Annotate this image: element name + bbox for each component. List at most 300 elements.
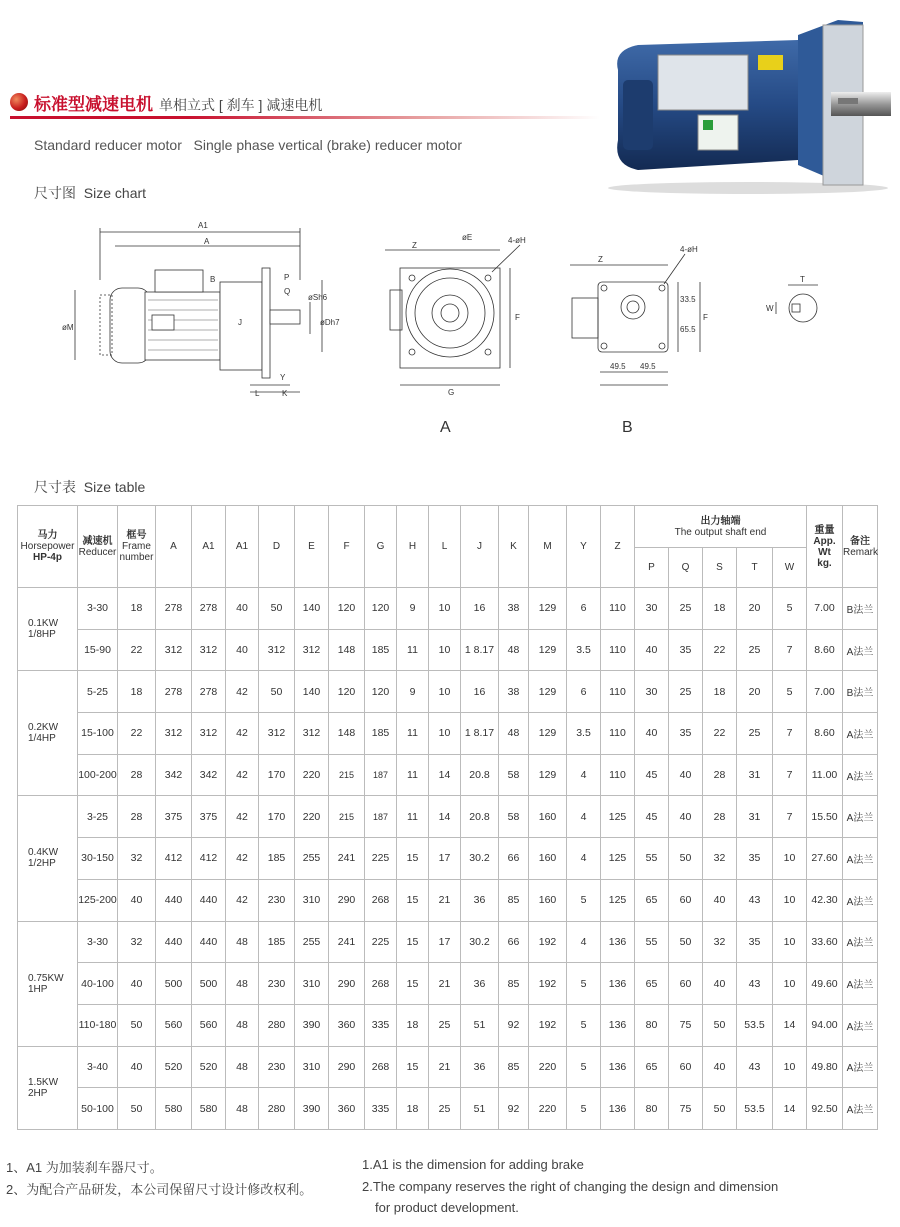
table-cell: 15 [397, 879, 429, 921]
table-cell: 9 [397, 588, 429, 630]
note-en-3: for product development. [375, 1200, 519, 1215]
table-cell: 27.60 [807, 838, 843, 880]
header-reducer: 减速机 Reducer [78, 506, 118, 588]
table-cell: 268 [365, 963, 397, 1005]
table-cell: 110 [601, 754, 635, 796]
table-cell: 120 [365, 588, 397, 630]
dim-label-e: øE [462, 233, 473, 242]
dim-label-49-5-a: 49.5 [610, 362, 626, 371]
table-cell: 140 [295, 671, 329, 713]
table-cell: 11 [397, 754, 429, 796]
table-cell: 255 [295, 838, 329, 880]
header-col-q: Q [669, 548, 703, 588]
table-cell: 335 [365, 1004, 397, 1046]
table-cell: 40 [226, 588, 259, 630]
header-col-y: Y [567, 506, 601, 588]
size-chart-label: 尺寸图 Size chart [34, 185, 147, 201]
table-cell: 11 [397, 796, 429, 838]
table-cell: 50 [703, 1004, 737, 1046]
hp-label: 1HP [28, 983, 48, 995]
table-cell: 38 [499, 671, 529, 713]
table-cell: 278 [192, 588, 226, 630]
table-cell: 5 [567, 1088, 601, 1130]
note-cn-1: 1、A1 为加装刹车器尺寸。 [6, 1160, 163, 1175]
table-cell: 312 [295, 629, 329, 671]
table-cell: 160 [529, 879, 567, 921]
table-cell: 375 [156, 796, 192, 838]
table-cell: B法兰 [843, 671, 878, 713]
table-cell: 7.00 [807, 671, 843, 713]
table-cell: 40 [703, 963, 737, 1005]
table-cell: 4 [567, 921, 601, 963]
dim-label-k: K [282, 389, 288, 398]
table-cell: 185 [259, 921, 295, 963]
table-cell: 160 [529, 838, 567, 880]
table-cell: 50 [669, 921, 703, 963]
table-cell: 110 [601, 588, 635, 630]
table-cell: 60 [669, 963, 703, 1005]
table-cell: 136 [601, 1046, 635, 1088]
dim-label-s: øSh6 [308, 293, 328, 302]
table-cell: 14 [773, 1004, 807, 1046]
table-cell: 440 [156, 921, 192, 963]
header-col-z: Z [601, 506, 635, 588]
table-cell: 7 [773, 713, 807, 755]
table-cell: 3-30 [78, 921, 118, 963]
table-cell: 310 [295, 963, 329, 1005]
table-cell: 241 [329, 838, 365, 880]
table-cell: 1 8.17 [461, 713, 499, 755]
table-cell: 290 [329, 879, 365, 921]
table-cell: 5 [773, 671, 807, 713]
table-cell: 230 [259, 963, 295, 1005]
header-col-h: H [397, 506, 429, 588]
hp-label: 1/8HP [28, 629, 56, 641]
table-cell: 40 [703, 879, 737, 921]
table-cell: 278 [192, 671, 226, 713]
table-cell: 148 [329, 629, 365, 671]
table-cell: 50-100 [78, 1088, 118, 1130]
table-cell: 43 [737, 879, 773, 921]
table-cell: A法兰 [843, 1004, 878, 1046]
table-cell: 50 [118, 1004, 156, 1046]
table-row [18, 629, 878, 671]
table-cell: 25 [669, 671, 703, 713]
table-cell: 3.5 [567, 713, 601, 755]
table-cell: 50 [703, 1088, 737, 1130]
table-cell: 42.30 [807, 879, 843, 921]
dim-label-y: Y [280, 373, 286, 382]
table-row [18, 879, 878, 921]
table-cell: 129 [529, 588, 567, 630]
table-cell: 20.8 [461, 796, 499, 838]
table-cell: B法兰 [843, 588, 878, 630]
table-cell: 215 [329, 796, 365, 838]
table-cell: 50 [669, 838, 703, 880]
table-cell: 38 [499, 588, 529, 630]
table-cell: 342 [192, 754, 226, 796]
table-cell: 28 [118, 796, 156, 838]
table-cell: 36 [461, 963, 499, 1005]
table-cell: 312 [259, 629, 295, 671]
table-cell: A法兰 [843, 963, 878, 1005]
dim-label-m: øM [62, 323, 74, 332]
table-cell: 110 [601, 671, 635, 713]
table-cell: 22 [118, 713, 156, 755]
table-cell: 268 [365, 879, 397, 921]
table-cell: A法兰 [843, 838, 878, 880]
table-row [18, 1004, 878, 1046]
table-cell: 5 [567, 879, 601, 921]
table-cell: 18 [703, 588, 737, 630]
header-col-j: J [461, 506, 499, 588]
table-cell: 440 [192, 921, 226, 963]
title-divider [10, 116, 600, 119]
header-output-shaft: 出力轴端 The output shaft end [635, 506, 807, 548]
table-cell: A法兰 [843, 1088, 878, 1130]
hp-cell [18, 796, 78, 921]
dim-label-p: P [284, 273, 290, 282]
table-cell: 35 [669, 629, 703, 671]
table-cell: 80 [635, 1088, 669, 1130]
table-cell: 48 [226, 1046, 259, 1088]
hp-label: 0.75KW [28, 972, 64, 984]
table-cell: 5-25 [78, 671, 118, 713]
dim-label-z: Z [412, 241, 417, 250]
table-cell: 14 [429, 796, 461, 838]
table-cell: 110 [601, 629, 635, 671]
header-col-t: T [737, 548, 773, 588]
table-cell: 440 [192, 879, 226, 921]
table-cell: 268 [365, 1046, 397, 1088]
table-cell: A法兰 [843, 1046, 878, 1088]
table-cell: 6 [567, 588, 601, 630]
table-cell: 342 [156, 754, 192, 796]
table-cell: 18 [703, 671, 737, 713]
table-cell: 187 [365, 754, 397, 796]
table-cell: 28 [703, 754, 737, 796]
table-cell: 16 [461, 588, 499, 630]
table-row [18, 754, 878, 796]
table-cell: 15 [397, 921, 429, 963]
header-col-l: L [429, 506, 461, 588]
table-cell: 390 [295, 1088, 329, 1130]
table-cell: 25 [737, 713, 773, 755]
table-cell: 30.2 [461, 921, 499, 963]
table-cell: 225 [365, 921, 397, 963]
table-cell: 255 [295, 921, 329, 963]
table-cell: 241 [329, 921, 365, 963]
table-cell: 65 [635, 1046, 669, 1088]
table-cell: 40-100 [78, 963, 118, 1005]
table-cell: 40 [669, 754, 703, 796]
table-cell: 140 [295, 588, 329, 630]
table-cell: 25 [737, 629, 773, 671]
table-row [18, 838, 878, 880]
table-cell: 185 [259, 838, 295, 880]
table-cell: 32 [118, 921, 156, 963]
table-cell: 40 [118, 1046, 156, 1088]
table-cell: 390 [295, 1004, 329, 1046]
table-cell: 120 [329, 671, 365, 713]
table-cell: 280 [259, 1004, 295, 1046]
table-cell: 45 [635, 796, 669, 838]
header-remark: 备注 Remark [843, 506, 878, 588]
table-cell: 55 [635, 838, 669, 880]
table-row [18, 713, 878, 755]
table-cell: 51 [461, 1004, 499, 1046]
dim-label-b: B [210, 275, 216, 284]
table-cell: 560 [192, 1004, 226, 1046]
table-cell: 85 [499, 963, 529, 1005]
table-cell: 20 [737, 671, 773, 713]
table-cell: 8.60 [807, 629, 843, 671]
hp-label: 2HP [28, 1087, 48, 1099]
table-cell: 35 [669, 713, 703, 755]
table-cell: 10 [429, 671, 461, 713]
table-cell: 110-180 [78, 1004, 118, 1046]
table-cell: 520 [156, 1046, 192, 1088]
table-cell: 65 [635, 879, 669, 921]
table-cell: 35 [737, 838, 773, 880]
hp-cell [18, 1046, 78, 1129]
table-cell: 192 [529, 921, 567, 963]
table-cell: 15 [397, 1046, 429, 1088]
table-cell: 290 [329, 963, 365, 1005]
table-row [18, 921, 878, 963]
table-cell: 125 [601, 838, 635, 880]
dim-label-h-b: 4-øH [680, 245, 698, 254]
spec-table [17, 505, 879, 1130]
table-cell: A法兰 [843, 713, 878, 755]
header-col-k: K [499, 506, 529, 588]
table-cell: 220 [529, 1088, 567, 1130]
table-cell: 4 [567, 796, 601, 838]
table-cell: 278 [156, 588, 192, 630]
table-cell: 187 [365, 796, 397, 838]
table-cell: 280 [259, 1088, 295, 1130]
table-cell: 42 [226, 754, 259, 796]
table-cell: 42 [226, 671, 259, 713]
table-cell: 11.00 [807, 754, 843, 796]
table-cell: A法兰 [843, 921, 878, 963]
table-cell: 17 [429, 838, 461, 880]
table-cell: 312 [192, 629, 226, 671]
table-cell: 129 [529, 713, 567, 755]
table-cell: 92 [499, 1088, 529, 1130]
title-bullet-icon [10, 93, 28, 111]
table-cell: 10 [773, 838, 807, 880]
table-cell: 42 [226, 796, 259, 838]
table-cell: 36 [461, 879, 499, 921]
table-cell: 43 [737, 1046, 773, 1088]
dim-label-g: G [448, 388, 455, 397]
table-cell: 100-200 [78, 754, 118, 796]
header-col-a1-2: A1 [226, 506, 259, 588]
dim-label-a: A [204, 237, 210, 246]
table-cell: 129 [529, 629, 567, 671]
hp-label: 1.5KW [28, 1076, 59, 1088]
table-cell: 31 [737, 796, 773, 838]
table-cell: 412 [192, 838, 226, 880]
table-cell: 15 [397, 838, 429, 880]
table-cell: 60 [669, 1046, 703, 1088]
table-cell: 125-200 [78, 879, 118, 921]
table-cell: 3-30 [78, 588, 118, 630]
table-cell: 14 [429, 754, 461, 796]
table-cell: 30 [635, 671, 669, 713]
table-cell: A法兰 [843, 754, 878, 796]
table-cell: 58 [499, 796, 529, 838]
table-cell: 15-90 [78, 629, 118, 671]
table-cell: 53.5 [737, 1088, 773, 1130]
table-cell: 1 8.17 [461, 629, 499, 671]
table-cell: 50 [259, 588, 295, 630]
table-cell: 5 [773, 588, 807, 630]
table-cell: 15 [397, 963, 429, 1005]
table-cell: 30 [635, 588, 669, 630]
size-table-label: 尺寸表 Size table [34, 479, 146, 495]
table-cell: 50 [259, 671, 295, 713]
table-cell: 312 [192, 713, 226, 755]
table-cell: 16 [461, 671, 499, 713]
view-label-b: B [622, 419, 633, 436]
dim-label-65-5: 65.5 [680, 325, 696, 334]
table-cell: 10 [429, 713, 461, 755]
table-cell: 75 [669, 1004, 703, 1046]
table-cell: 10 [429, 629, 461, 671]
table-cell: 5 [567, 1046, 601, 1088]
table-cell: 3-40 [78, 1046, 118, 1088]
table-cell: 136 [601, 921, 635, 963]
table-cell: 8.60 [807, 713, 843, 755]
table-cell: 31 [737, 754, 773, 796]
table-cell: 22 [118, 629, 156, 671]
table-cell: 160 [529, 796, 567, 838]
table-cell: 185 [365, 713, 397, 755]
hp-label: 1/2HP [28, 858, 56, 870]
table-cell: 312 [156, 713, 192, 755]
table-cell: 185 [365, 629, 397, 671]
table-cell: 10 [429, 588, 461, 630]
header-col-d: D [259, 506, 295, 588]
table-cell: 5 [567, 963, 601, 1005]
hp-cell [18, 921, 78, 1046]
table-cell: 32 [118, 838, 156, 880]
table-cell: 15.50 [807, 796, 843, 838]
table-cell: 170 [259, 754, 295, 796]
table-cell: 4 [567, 754, 601, 796]
table-cell: 33.60 [807, 921, 843, 963]
table-cell: 40 [635, 713, 669, 755]
table-cell: 35 [737, 921, 773, 963]
table-cell: 30-150 [78, 838, 118, 880]
table-cell: 230 [259, 879, 295, 921]
table-cell: 66 [499, 838, 529, 880]
hp-label: 1/4HP [28, 733, 56, 745]
table-cell: 21 [429, 879, 461, 921]
hp-label: 0.4KW [28, 847, 59, 859]
header-col-a: A [156, 506, 192, 588]
table-cell: 85 [499, 1046, 529, 1088]
header-frame: 框号 Frame number [118, 506, 156, 588]
dim-label-l: L [255, 389, 260, 398]
table-cell: 220 [529, 1046, 567, 1088]
table-cell: 335 [365, 1088, 397, 1130]
table-cell: 125 [601, 796, 635, 838]
table-cell: 30.2 [461, 838, 499, 880]
dim-label-h: 4-øH [508, 236, 526, 245]
table-cell: 7 [773, 629, 807, 671]
table-cell: 7.00 [807, 588, 843, 630]
table-cell: 360 [329, 1004, 365, 1046]
table-cell: 40 [669, 796, 703, 838]
dim-label-d: øDh7 [320, 318, 340, 327]
table-cell: 10 [773, 963, 807, 1005]
table-cell: 580 [192, 1088, 226, 1130]
table-cell: 225 [365, 838, 397, 880]
dim-label-49-5-b: 49.5 [640, 362, 656, 371]
table-cell: 18 [397, 1004, 429, 1046]
table-cell: 48 [226, 963, 259, 1005]
table-cell: 500 [192, 963, 226, 1005]
table-cell: 230 [259, 1046, 295, 1088]
table-cell: A法兰 [843, 796, 878, 838]
table-cell: 148 [329, 713, 365, 755]
table-cell: 120 [329, 588, 365, 630]
table-cell: 125 [601, 879, 635, 921]
table-cell: 92.50 [807, 1088, 843, 1130]
table-cell: 9 [397, 671, 429, 713]
table-cell: 43 [737, 963, 773, 1005]
table-row [18, 796, 878, 838]
table-cell: 310 [295, 1046, 329, 1088]
header-col-m: M [529, 506, 567, 588]
english-title: Standard reducer motor Single phase vertical (brake) reducer motor [34, 137, 462, 153]
table-cell: 375 [192, 796, 226, 838]
table-cell: 15-100 [78, 713, 118, 755]
table-cell: 85 [499, 879, 529, 921]
table-cell: A法兰 [843, 879, 878, 921]
table-cell: 25 [669, 588, 703, 630]
table-cell: 278 [156, 671, 192, 713]
header-col-e: E [295, 506, 329, 588]
table-cell: 220 [295, 796, 329, 838]
table-cell: 136 [601, 963, 635, 1005]
table-cell: 58 [499, 754, 529, 796]
table-cell: 215 [329, 754, 365, 796]
note-en-1: 1.A1 is the dimension for adding brake [362, 1157, 584, 1172]
table-cell: 129 [529, 754, 567, 796]
table-cell: 28 [703, 796, 737, 838]
table-cell: 560 [156, 1004, 192, 1046]
table-cell: 28 [118, 754, 156, 796]
table-cell: 94.00 [807, 1004, 843, 1046]
header-horsepower: 马力 Horsepower HP-4p [18, 506, 78, 588]
table-cell: 48 [226, 1088, 259, 1130]
table-cell: 192 [529, 1004, 567, 1046]
table-cell: 49.80 [807, 1046, 843, 1088]
page-subtitle: 单相立式 [ 刹车 ] 减速电机 [159, 97, 323, 113]
dim-label-t: T [800, 275, 805, 284]
table-cell: 129 [529, 671, 567, 713]
header-col-a1: A1 [192, 506, 226, 588]
table-cell: 14 [773, 1088, 807, 1130]
table-cell: 55 [635, 921, 669, 963]
hp-cell [18, 671, 78, 796]
table-cell: 42 [226, 713, 259, 755]
dim-label-33-5: 33.5 [680, 295, 696, 304]
